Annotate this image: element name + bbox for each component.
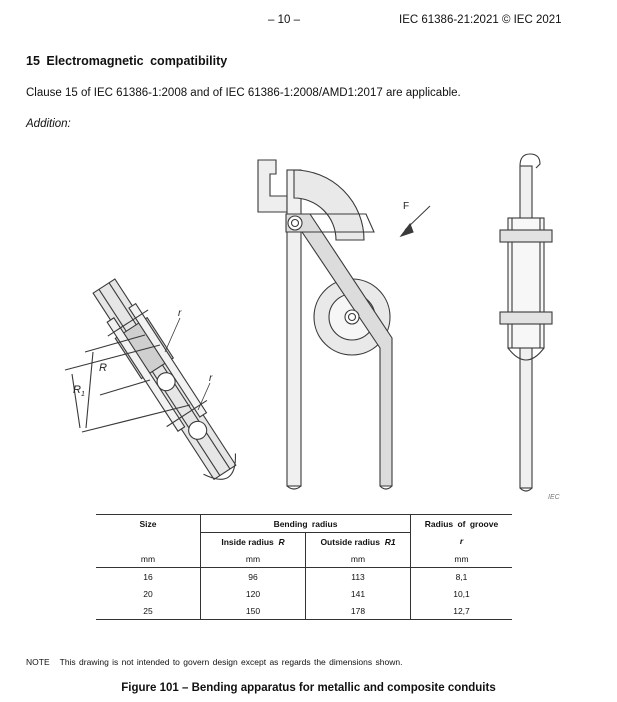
header-size: Size [96,515,201,533]
table-units-row [96,550,512,568]
groove-cell: 10,1 [453,588,470,599]
figure-caption: Figure 101 – Bending apparatus for metallic and composite conduits [121,682,496,694]
standard-reference: IEC 61386-21:2021 © IEC 2021 [399,14,562,26]
groove-radius-label-right: r [209,373,213,384]
inside-radius-cell: 150 [201,602,306,620]
force-label: F [403,201,410,212]
inside-radius-cell: 96 [201,568,306,586]
table-row [96,585,512,602]
unit-cell: mm [306,550,411,568]
outer-radius-label: $R_1$ [73,384,85,398]
unit-cell: mm [96,550,201,568]
note-label: NOTE [26,657,50,667]
radius-label: R [99,362,107,374]
outside-radius-cell: 178 [306,602,411,620]
table-header-row [96,515,512,533]
note-text: This drawing is not intended to govern design except as regards the dimensions shown. [59,657,403,667]
iec-figure-mark: IEC [548,494,560,501]
addition-label: Addition: [26,118,71,130]
groove-radius-label-left: r [178,308,182,319]
header-groove: Radius of groove [411,515,513,533]
size-cell: 16 [96,568,201,586]
header-inside-radius: Inside radius R [201,533,306,551]
outside-radius-cell: 113 [306,568,411,586]
dimensions-table [96,514,512,620]
tilted-assembly-view [84,273,248,490]
groove-cell: 12,7 [411,602,513,620]
table-row [96,568,512,586]
size-cell: 25 [96,602,201,620]
side-view [500,154,552,491]
size-cell: 20 [96,585,201,602]
page-number: – 10 – [268,14,300,26]
outside-radius-cell: 141 [306,585,411,602]
unit-cell: mm [201,550,306,568]
header-groove-symbol: r [459,536,464,547]
table-row [96,602,512,620]
clause-paragraph: Clause 15 of IEC 61386-1:2008 and of IEC 61386-1:2008/AMD1:2017 are applicable. [26,87,461,99]
figure-note [26,657,402,667]
header-outside-radius: Outside radius R1 [306,533,411,551]
groove-cell: 8,1 [455,571,468,582]
bending-apparatus-drawing [0,140,617,510]
unit-cell: mm [411,550,513,568]
inside-radius-cell: 120 [201,585,306,602]
table-subheader-row [96,533,512,551]
header-bending-radius: Bending radius [201,515,411,533]
section-title: 15 Electromagnetic compatibility [26,54,228,68]
